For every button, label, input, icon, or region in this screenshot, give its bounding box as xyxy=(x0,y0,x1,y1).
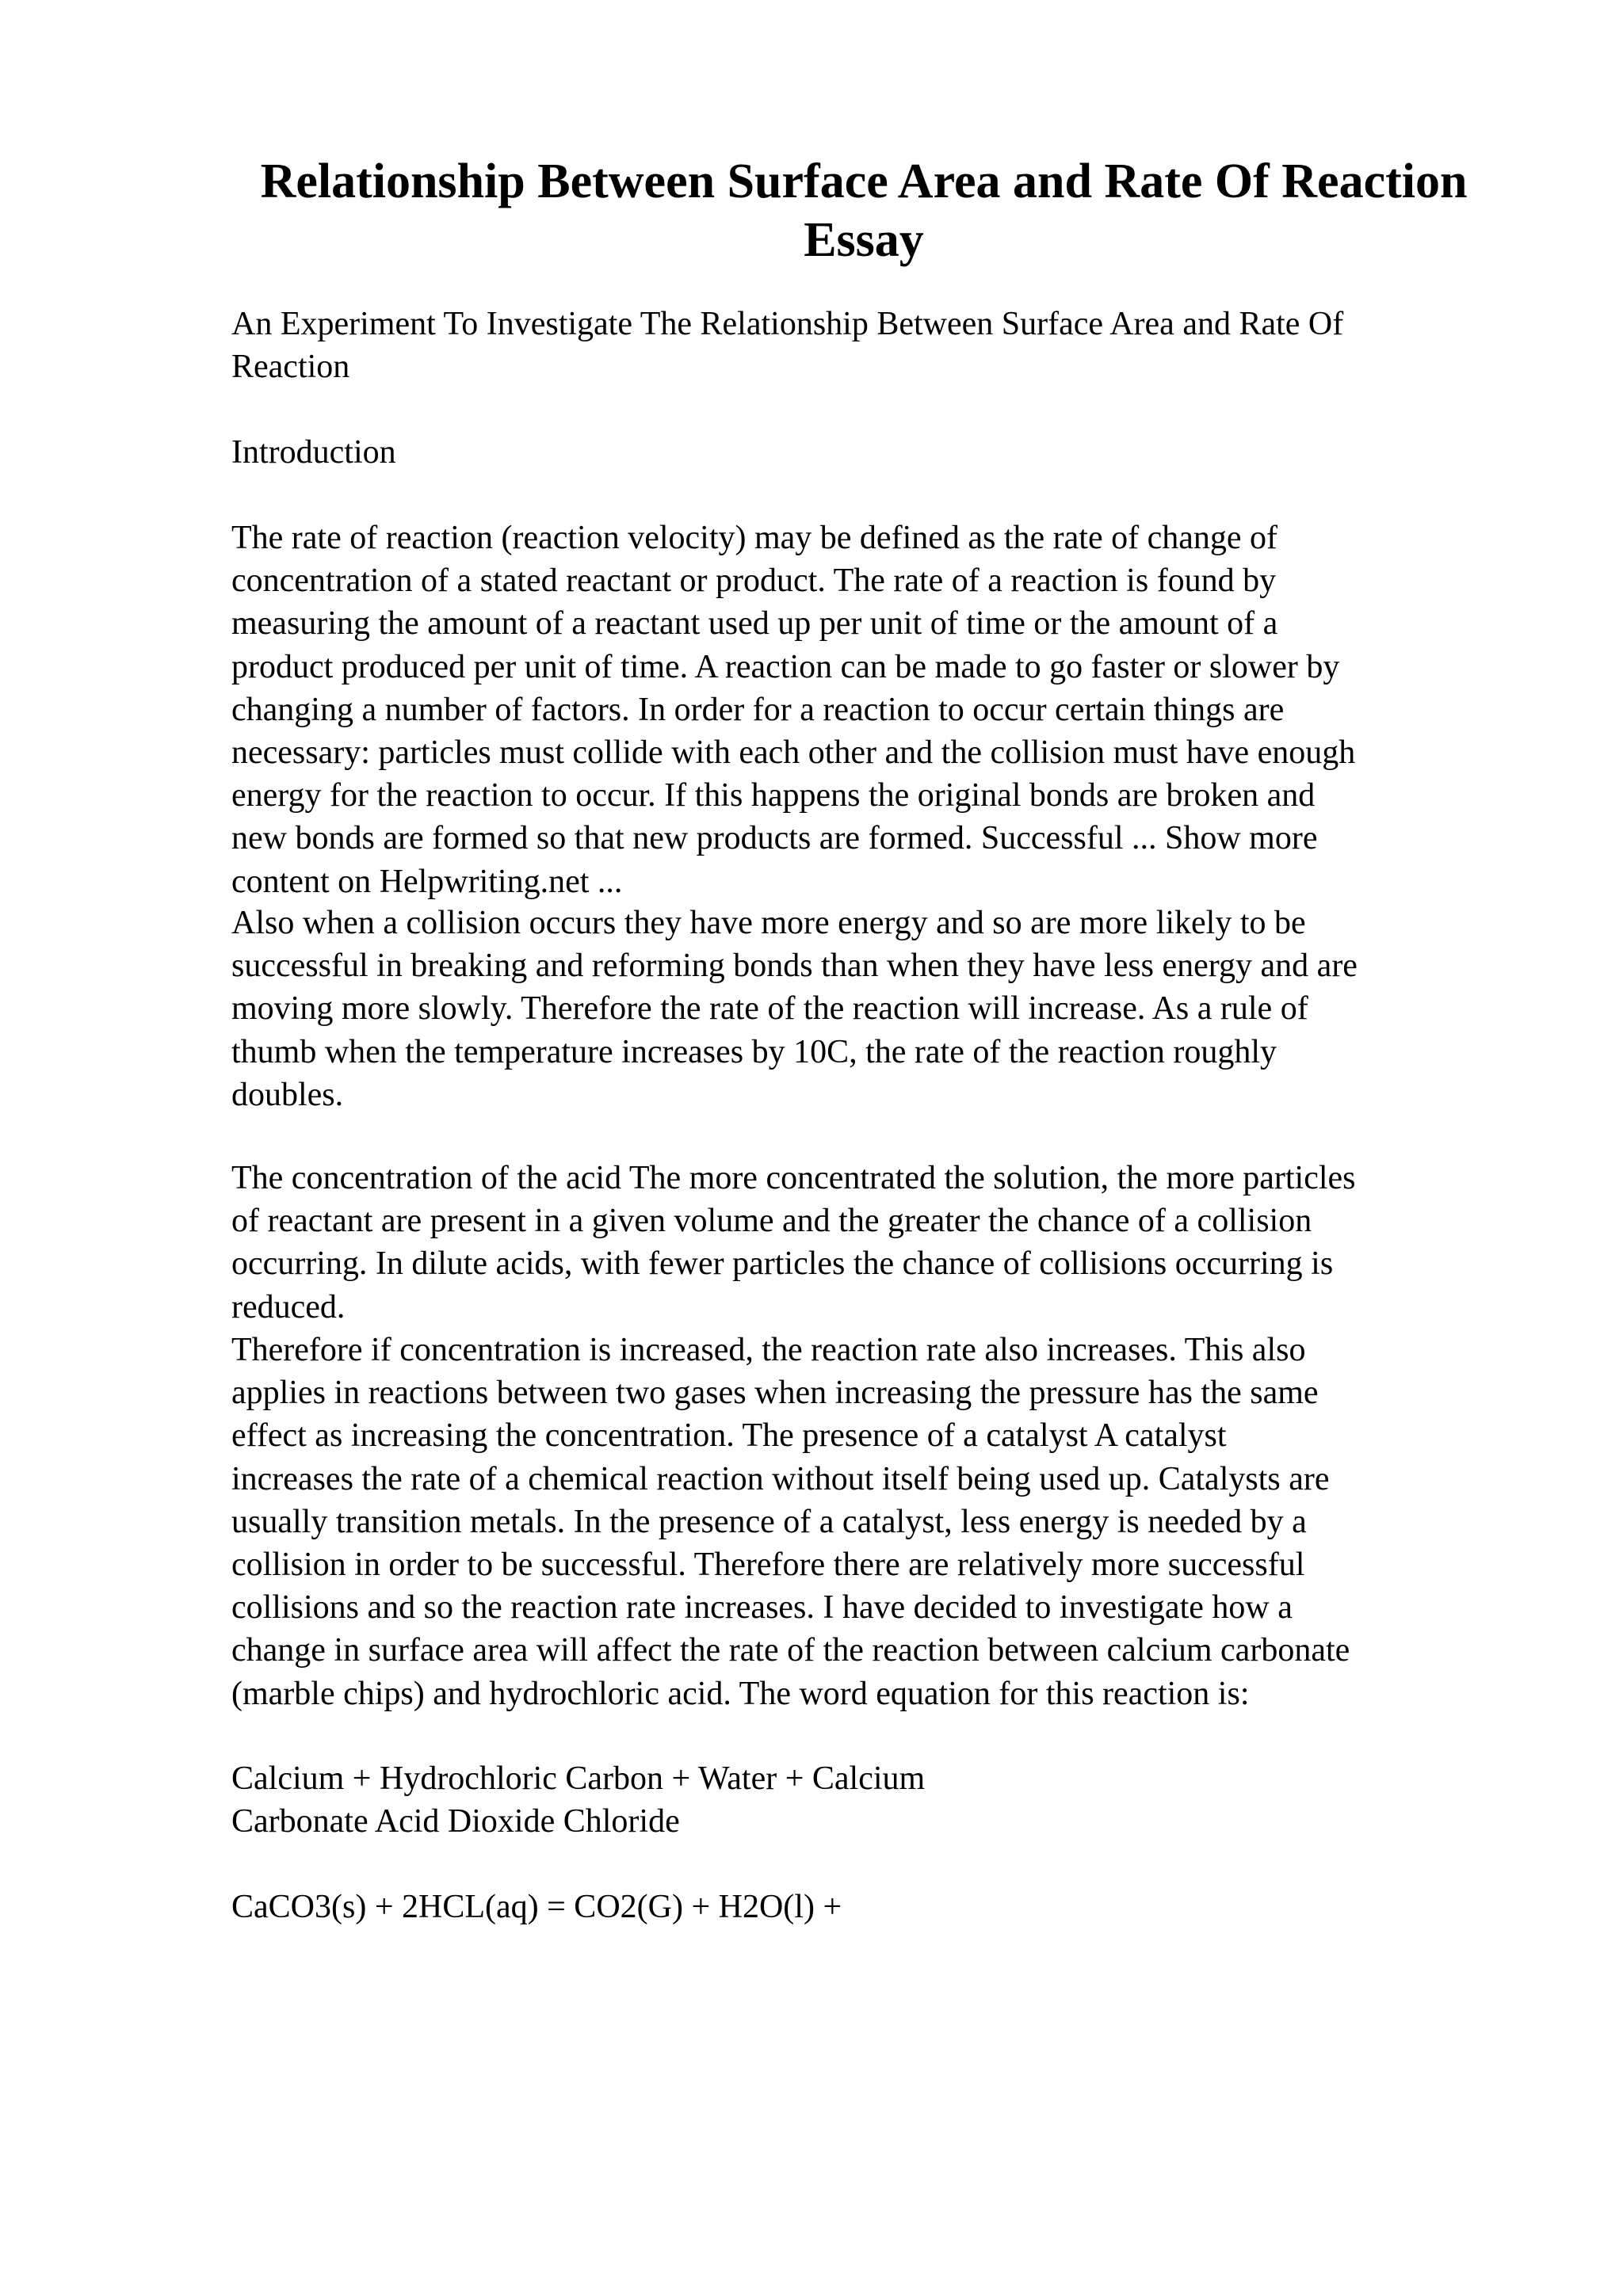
paragraph-line: doubles. xyxy=(231,1076,344,1113)
paragraph-line: The concentration of the acid The more concentrated the solution, the more particles xyxy=(231,1160,1356,1196)
paragraph-line: (marble chips) and hydrochloric acid. The word equation for this reaction is: xyxy=(231,1675,1250,1712)
essay-title xyxy=(230,152,1498,269)
paragraph-line: moving more slowly. Therefore the rate of the reaction will increase. As a rule of xyxy=(231,990,1308,1028)
paragraph-line: effect as increasing the concentration. The presence of a catalyst A catalyst xyxy=(231,1417,1227,1455)
paragraph-concentration xyxy=(231,1157,1491,1329)
paragraph-line: successful in breaking and reforming bonds than when they have less energy and are xyxy=(231,948,1358,985)
section-heading-introduction xyxy=(231,431,1491,474)
title-line: Relationship Between Surface Area and Rate Of Reaction xyxy=(260,154,1468,208)
paragraph-line: energy for the reaction to occur. If this happens the original bonds are broken and xyxy=(231,777,1316,814)
paragraph-line: Also when a collision occurs they have more energy and so are more likely to be xyxy=(231,905,1306,941)
paragraph-line: collision in order to be successful. Therefore there are relatively more successful xyxy=(231,1547,1305,1584)
equation-line: CaCO3(s) + 2HCL(aq) = CO2(G) + H2O(l) + xyxy=(231,1889,842,1925)
paragraph-line: product produced per unit of time. A reaction can be made to go faster or slower by xyxy=(231,648,1340,685)
heading-text: Introduction xyxy=(231,434,396,471)
paragraph-line: new bonds are formed so that new products are formed. Successful ... Show more xyxy=(231,820,1318,857)
equation-line: Calcium + Hydrochloric Carbon + Water + Calcium xyxy=(231,1760,926,1797)
paragraph-line: collisions and so the reaction rate increases. I have decided to investigate how a xyxy=(231,1589,1293,1627)
paragraph-line: content on Helpwriting.net ... xyxy=(231,863,623,900)
chemical-equation xyxy=(231,1886,1491,1928)
paragraph-line: thumb when the temperature increases by 10C, the rate of the reaction roughly xyxy=(231,1033,1277,1070)
paragraph-line: increases the rate of a chemical reaction without itself being used up. Catalysts are xyxy=(231,1460,1330,1497)
essay-subtitle xyxy=(231,303,1491,388)
paragraph-line: The rate of reaction (reaction velocity) may be defined as the rate of change of xyxy=(231,520,1278,556)
paragraph-line: changing a number of factors. In order for a reaction to occur certain things are xyxy=(231,691,1285,728)
paragraph-line: occurring. In dilute acids, with fewer particles the chance of collisions occurring is xyxy=(231,1245,1334,1283)
paragraph-line: change in surface area will affect the rate of the reaction between calcium carbonate xyxy=(231,1632,1350,1669)
paragraph-line: Therefore if concentration is increased, the reaction rate also increases. This also xyxy=(231,1332,1306,1368)
paragraph-line: usually transition metals. In the presence of a catalyst, less energy is needed by a xyxy=(231,1503,1307,1540)
subtitle-line: An Experiment To Investigate The Relationship Between Surface Area and Rate Of xyxy=(231,306,1344,342)
paragraph-rate-definition xyxy=(231,517,1491,903)
equation-line: Carbonate Acid Dioxide Chloride xyxy=(231,1803,680,1840)
subtitle-line: Reaction xyxy=(231,349,350,386)
paragraph-line: reduced. xyxy=(231,1288,346,1325)
paragraph-line: applies in reactions between two gases when increasing the pressure has the same xyxy=(231,1375,1319,1412)
paragraph-line: of reactant are present in a given volume and the greater the chance of a collision xyxy=(231,1203,1312,1240)
paragraph-line: measuring the amount of a reactant used up per unit of time or the amount of a xyxy=(231,605,1278,643)
paragraph-catalyst xyxy=(231,1329,1491,1715)
title-line: Essay xyxy=(804,213,924,267)
paragraph-line: necessary: particles must collide with each other and the collision must have enough xyxy=(231,734,1356,772)
paragraph-line: concentration of a stated reactant or product. The rate of a reaction is found by xyxy=(231,563,1277,600)
paragraph-temperature xyxy=(231,902,1491,1116)
word-equation xyxy=(231,1757,1491,1843)
